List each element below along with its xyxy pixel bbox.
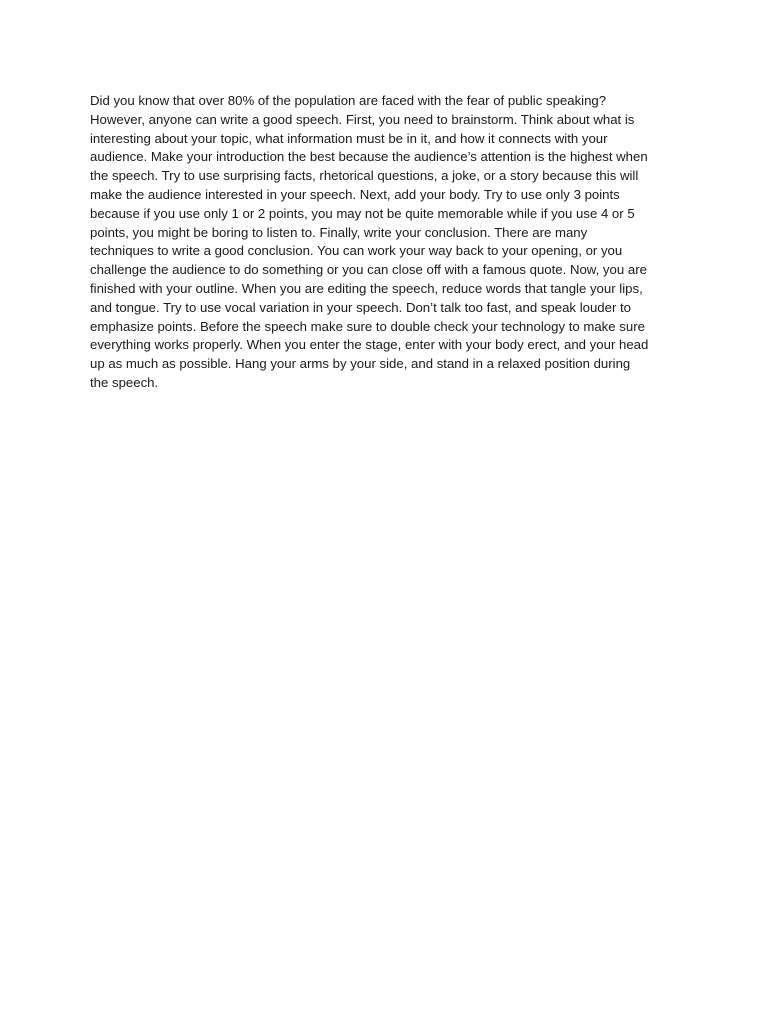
text-line: make the audience interested in your speech. Next, add your body. Try to use only 3 points — [90, 186, 620, 202]
text-line: Did you know that over 80% of the population are faced with the fear of public speaking? — [90, 93, 607, 108]
text-line: techniques to write a good conclusion. You can work your way back to your opening, or you — [90, 243, 623, 259]
text-line: up as much as possible. Hang your arms by your side, and stand in a relaxed position during — [90, 356, 631, 372]
text-line: the speech. — [90, 374, 159, 390]
text-line: because if you use only 1 or 2 points, you may not be quite memorable while if you use 4 or 5 — [90, 205, 635, 221]
text-line: However, anyone can write a good speech. First, you need to brainstorm. Think about what is — [90, 111, 635, 127]
text-line: and tongue. Try to use vocal variation in your speech. Don’t talk too fast, and speak louder to — [90, 299, 632, 315]
text-line: the speech. Try to use surprising facts, rhetorical questions, a joke, or a story because this will — [90, 168, 639, 184]
text-line: interesting about your topic, what information must be in it, and how it connects with your — [90, 130, 608, 146]
text-line: everything works properly. When you enter the stage, enter with your body erect, and your head — [90, 337, 649, 353]
text-line: challenge the audience to do something or you can close off with a famous quote. Now, you are — [90, 262, 647, 278]
body-paragraph — [90, 92, 682, 393]
text-line: audience. Make your introduction the best because the audience’s attention is the highest when — [90, 149, 648, 165]
text-line: emphasize points. Before the speech make sure to double check your technology to make sure — [90, 318, 645, 334]
text-line: finished with your outline. When you are editing the speech, reduce words that tangle your lips, — [90, 280, 643, 296]
text-line: points, you might be boring to listen to. Finally, write your conclusion. There are many — [90, 224, 588, 240]
